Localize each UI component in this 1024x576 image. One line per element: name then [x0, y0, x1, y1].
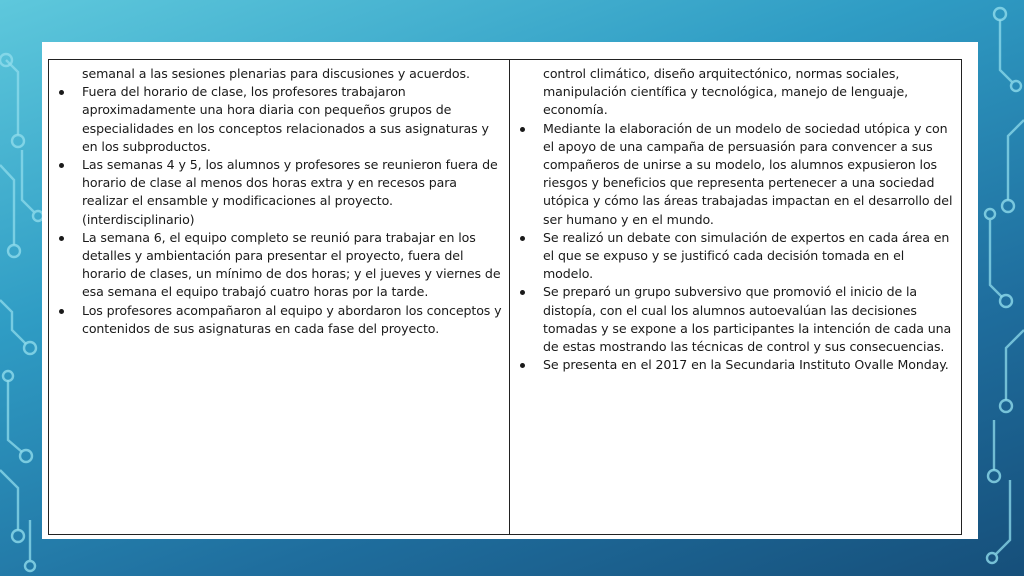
bullet-dot-icon [59, 236, 64, 241]
left-continuation-text: semanal a las sesiones plenarias para discusiones y acuerdos. [82, 66, 470, 81]
bullet-text: Las semanas 4 y 5, los alumnos y profesores se reunieron fuera de horario de clase al menos dos horas extra y en recesos para realizar el ensamble y modificaciones al proyecto. (interdisciplinario) [82, 157, 498, 227]
left-bullet-item [55, 229, 503, 302]
bullet-dot-icon [59, 90, 64, 95]
right-bullet-item [516, 356, 955, 374]
bullet-text: Los profesores acompañaron al equipo y abordaron los conceptos y contenidos de sus asignaturas en cada fase del proyecto. [82, 302, 502, 336]
bullet-text: Se presenta en el 2017 en la Secundaria Instituto Ovalle Monday. [543, 357, 949, 373]
bullet-text: Se realizó un debate con simulación de expertos en cada área en el que se expuso y se justificó cada decisión tomada en el modelo. [543, 229, 950, 282]
bullet-dot-icon [59, 309, 64, 314]
bullet-dot-icon [520, 127, 525, 132]
table-cell-right [510, 60, 961, 534]
right-bullet-item [516, 120, 955, 229]
left-bullet-item [55, 83, 503, 156]
bullet-text: La semana 6, el equipo completo se reunió para trabajar en los detalles y ambientación para presentar el proyecto, fuera del horario de clases, un mínimo de dos horas; y el jueves y viernes de esa semana el equipo trabajó cuatro horas por la tarde. [82, 229, 501, 300]
left-bullet-item [55, 302, 503, 338]
right-bullet-item [516, 283, 955, 356]
table-cell-left [49, 60, 510, 534]
bullet-text: Fuera del horario de clase, los profesores trabajaron aproximadamente una hora diaria con pequeños grupos de especialidades en los conceptos relacionados a sus asignaturas y en los subproductos. [82, 84, 489, 154]
right-bullet-item [516, 229, 955, 284]
bullet-dot-icon [520, 290, 525, 295]
bullet-dot-icon [59, 163, 64, 168]
left-bullet-item [55, 156, 503, 229]
bullet-dot-icon [520, 363, 525, 368]
bullet-text: Mediante la elaboración de un modelo de sociedad utópica y con el apoyo de una campaña de persuasión para convencer a sus compañeros de unirse a su modelo, los alumnos expusieron los riesgos y beneficios que representa pertenecer a una sociedad utópica y cómo las áreas trabajadas impactan en el desarrollo del ser humano y en el mundo. [543, 120, 953, 227]
right-continuation-text: control climático, diseño arquitectónico, normas sociales, manipulación científica y tecnológica, manejo de lenguaje, economía. [543, 66, 909, 118]
two-column-table [48, 59, 962, 535]
bullet-dot-icon [520, 236, 525, 241]
bullet-text: Se preparó un grupo subversivo que promovió el inicio de la distopía, con el cual los alumnos autoevalúan las decisiones tomadas y se expone a los participantes la intención de cada una de estas mostrando las técnicas de control y sus consecuencias. [543, 284, 952, 355]
slide-content-sheet [42, 42, 978, 539]
